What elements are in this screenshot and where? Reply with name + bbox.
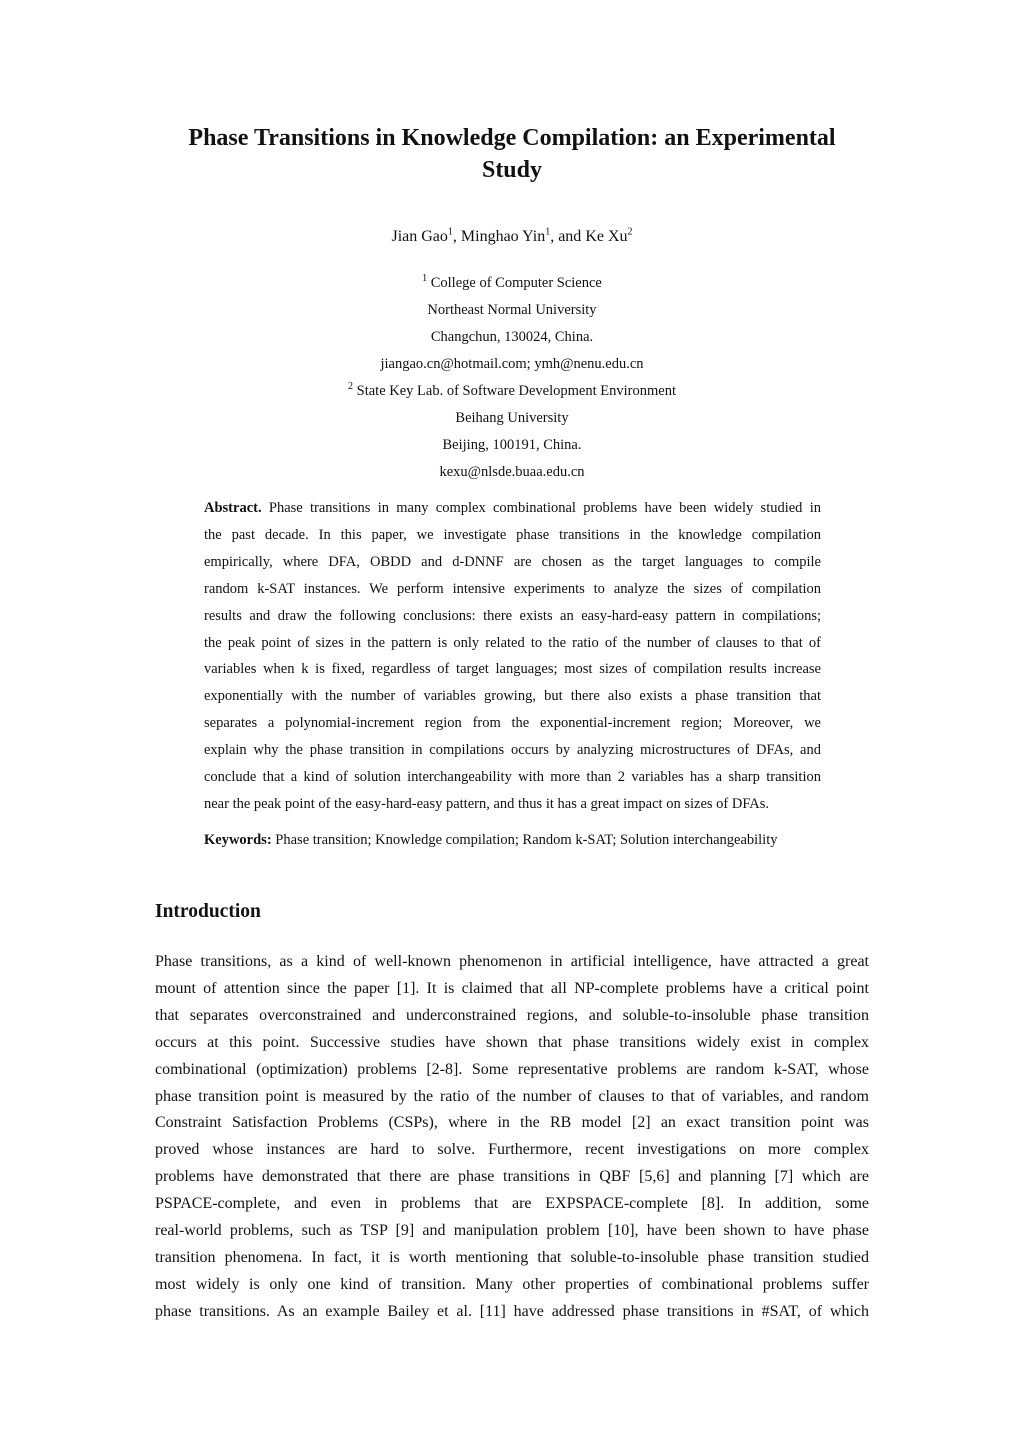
author-name: Minghao Yin [460,228,546,245]
abstract-line: near the peak point of the easy-hard-easy pattern, and thus it has a great impact on sizes of DFAs. [204,795,770,812]
intro-line: phase transitions. As an example Bailey et al. [11] have addressed phase transitions in #SAT, of which [155,1302,869,1320]
intro-line: PSPACE-complete, and even in problems that are EXPSPACE-complete [8]. In addition, some [155,1195,869,1213]
keywords-label: Keywords: [204,832,272,848]
abstract-text: Phase transitions in many complex combinational problems have been widely studied in [261,500,821,516]
abstract-line: conclude that a kind of solution interchangeability with more than 2 variables has a sharp transition [204,769,821,786]
affiliation-1-email: jiangao.cn@hotmail.com; ymh@nenu.edu.cn [380,356,644,372]
intro-line: phase transition point is measured by the ratio of the number of clauses to that of variables, and random [155,1087,869,1105]
intro-line: transition phenomena. In fact, it is worth mentioning that soluble-to-insoluble phase transition studied [155,1248,869,1266]
keywords [204,827,844,853]
keywords-text: Phase transition; Knowledge compilation; Random k-SAT; Solution interchangeability [271,832,778,848]
abstract-line: separates a polynomial-increment region from the exponential-increment region; Moreover, we [204,715,821,732]
intro-line: that separates overconstrained and underconstrained regions, and soluble-to-insoluble phase transition [155,1006,869,1024]
section-heading-introduction: Introduction [155,901,261,922]
abstract-line: variables when k is fixed, regardless of target languages; most sizes of compilation results increase [204,661,821,678]
affiliation-1-university: Northeast Normal University [427,302,597,318]
abstract-line: the past decade. In this paper, we investigate phase transitions in the knowledge compilation [204,526,821,543]
paper-title [150,122,874,186]
affiliation-2-university: Beihang University [455,410,569,426]
intro-line: combinational (optimization) problems [2-8]. Some representative problems are random k-SAT, whose [155,1060,869,1078]
affiliation-2-city: Beijing, 100191, China. [442,437,582,453]
affiliation-2-name [150,378,874,405]
author-name: Jian Gao [391,228,448,245]
author-separator: , [452,228,461,245]
abstract-line: explain why the phase transition in compilations occurs by analyzing microstructures of DFAs, and [204,742,821,759]
title-line-2: Study [481,157,543,183]
abstract-line: random k-SAT instances. We perform intensive experiments to analyze the sizes of compilation [204,580,821,597]
affiliation-2-email: kexu@nlsde.buaa.edu.cn [439,464,585,480]
affiliation-1-city: Changchun, 130024, China. [430,329,594,345]
intro-line: Constraint Satisfaction Problems (CSPs), where in the RB model [2] an exact transition point was [155,1114,869,1132]
abstract-line: empirically, where DFA, OBDD and d-DNNF are chosen as the target languages to compile [204,553,821,570]
affiliation-1-name [150,270,874,297]
intro-line: real-world problems, such as TSP [9] and manipulation problem [10], have been shown to have phase [155,1222,869,1240]
intro-line: mount of attention since the paper [1]. It is claimed that all NP-complete problems have a critical point [155,979,869,997]
abstract-line: results and draw the following conclusions: there exists an easy-hard-easy pattern in compilations; [204,607,821,624]
affiliation-text: College of Computer Science [427,275,602,291]
affiliation-text: State Key Lab. of Software Development Environment [353,383,676,399]
intro-line: Phase transitions, as a kind of well-known phenomenon in artificial intelligence, have attracted a great [155,953,869,970]
affiliation-mark: 2 [348,381,354,393]
abstract-line: the peak point of sizes in the pattern is only related to the ratio of the number of clauses to that of [204,634,821,651]
abstract-line [204,495,821,522]
introduction-body [155,949,869,1326]
author-list [150,225,874,249]
affiliation-mark: 1 [422,273,428,285]
abstract [204,495,821,818]
title-line-1: Phase Transitions in Knowledge Compilation: an Experimental [188,125,836,151]
intro-line: most widely is only one kind of transition. Many other properties of combinational problems suffer [155,1275,869,1293]
abstract-label: Abstract. [204,500,262,516]
author-affiliation-mark: 1 [447,226,453,238]
author-affiliation-mark: 2 [627,226,633,238]
author-name: Ke Xu [585,228,628,245]
author-affiliation-mark: 1 [545,226,551,238]
abstract-line: exponentially with the number of variables growing, but there also exists a phase transition that [204,688,821,705]
affiliations [150,270,874,486]
author-separator: , and [550,228,586,245]
intro-line: occurs at this point. Successive studies have shown that phase transitions widely exist in complex [155,1033,869,1051]
intro-line: problems have demonstrated that there are phase transitions in QBF [5,6] and planning [7] which are [155,1168,869,1186]
intro-line: proved whose instances are hard to solve. Furthermore, recent investigations on more complex [155,1141,869,1159]
